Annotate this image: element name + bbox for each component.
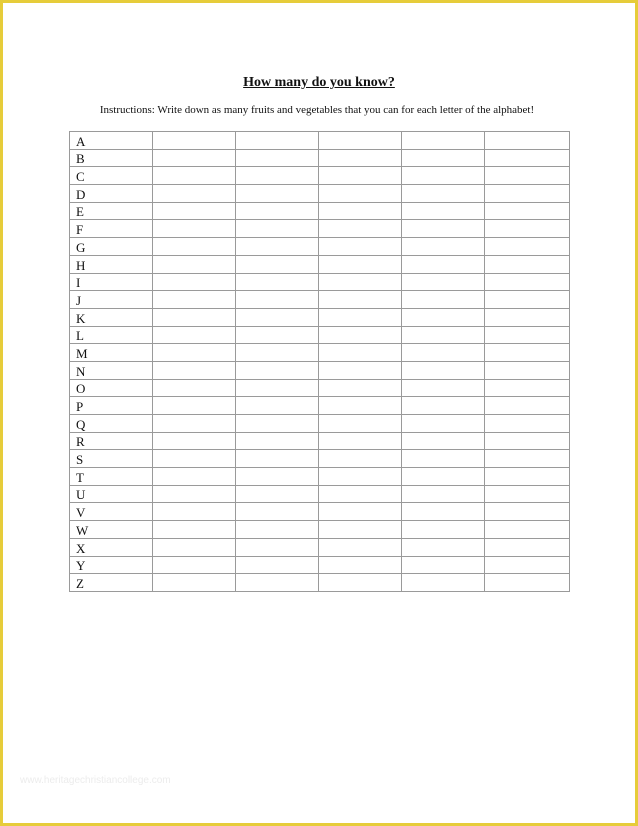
letter-cell: F xyxy=(70,220,153,238)
answer-cell[interactable] xyxy=(236,397,319,415)
answer-cell[interactable] xyxy=(319,397,402,415)
answer-cell[interactable] xyxy=(402,432,485,450)
answer-cell[interactable] xyxy=(153,556,236,574)
letter-cell: W xyxy=(70,521,153,539)
letter-row xyxy=(70,273,570,291)
letter-cell: X xyxy=(70,538,153,556)
answer-cell[interactable] xyxy=(402,202,485,220)
letter-row xyxy=(70,308,570,326)
answer-cell[interactable] xyxy=(319,556,402,574)
answer-cell[interactable] xyxy=(485,326,570,344)
answer-cell[interactable] xyxy=(402,574,485,592)
answer-cell[interactable] xyxy=(402,503,485,521)
answer-cell[interactable] xyxy=(153,432,236,450)
letter-row xyxy=(70,538,570,556)
letter-row xyxy=(70,185,570,203)
answer-cell[interactable] xyxy=(153,185,236,203)
letter-cell: A xyxy=(70,132,153,150)
answer-cell[interactable] xyxy=(485,185,570,203)
answer-cell[interactable] xyxy=(236,556,319,574)
answer-cell[interactable] xyxy=(153,273,236,291)
answer-cell[interactable] xyxy=(236,238,319,256)
answer-cell[interactable] xyxy=(319,220,402,238)
answer-cell[interactable] xyxy=(319,485,402,503)
answer-cell[interactable] xyxy=(319,468,402,486)
answer-cell[interactable] xyxy=(319,450,402,468)
answer-cell[interactable] xyxy=(153,326,236,344)
answer-cell[interactable] xyxy=(485,521,570,539)
answer-cell[interactable] xyxy=(485,415,570,433)
letter-cell: M xyxy=(70,344,153,362)
answer-cell[interactable] xyxy=(153,538,236,556)
answer-cell[interactable] xyxy=(153,503,236,521)
answer-cell[interactable] xyxy=(236,220,319,238)
answer-cell[interactable] xyxy=(153,167,236,185)
letter-cell: P xyxy=(70,397,153,415)
answer-cell[interactable] xyxy=(153,397,236,415)
answer-cell[interactable] xyxy=(485,574,570,592)
letter-row xyxy=(70,432,570,450)
answer-cell[interactable] xyxy=(319,291,402,309)
answer-cell[interactable] xyxy=(236,503,319,521)
letter-cell: B xyxy=(70,149,153,167)
answer-cell[interactable] xyxy=(153,379,236,397)
answer-cell[interactable] xyxy=(236,202,319,220)
answer-cell[interactable] xyxy=(402,255,485,273)
answer-cell[interactable] xyxy=(485,485,570,503)
answer-cell[interactable] xyxy=(319,538,402,556)
answer-cell[interactable] xyxy=(319,238,402,256)
letter-cell: S xyxy=(70,450,153,468)
letter-cell: J xyxy=(70,291,153,309)
letter-row xyxy=(70,574,570,592)
answer-cell[interactable] xyxy=(153,485,236,503)
alphabet-grid-body xyxy=(70,132,570,592)
answer-cell[interactable] xyxy=(402,149,485,167)
letter-row xyxy=(70,379,570,397)
answer-cell[interactable] xyxy=(402,415,485,433)
answer-cell[interactable] xyxy=(319,521,402,539)
answer-cell[interactable] xyxy=(236,379,319,397)
answer-cell[interactable] xyxy=(319,202,402,220)
answer-cell[interactable] xyxy=(236,450,319,468)
answer-cell[interactable] xyxy=(402,468,485,486)
answer-cell[interactable] xyxy=(153,308,236,326)
letter-row xyxy=(70,132,570,150)
letter-cell: I xyxy=(70,273,153,291)
answer-cell[interactable] xyxy=(402,556,485,574)
answer-cell[interactable] xyxy=(236,255,319,273)
alphabet-grid xyxy=(69,131,570,592)
letter-row xyxy=(70,255,570,273)
answer-cell[interactable] xyxy=(402,291,485,309)
answer-cell[interactable] xyxy=(319,167,402,185)
letter-cell: R xyxy=(70,432,153,450)
letter-cell: D xyxy=(70,185,153,203)
answer-cell[interactable] xyxy=(236,574,319,592)
answer-cell[interactable] xyxy=(402,538,485,556)
answer-cell[interactable] xyxy=(402,344,485,362)
letter-row xyxy=(70,485,570,503)
answer-cell[interactable] xyxy=(319,361,402,379)
answer-cell[interactable] xyxy=(319,132,402,150)
letter-cell: V xyxy=(70,503,153,521)
answer-cell[interactable] xyxy=(402,167,485,185)
letter-row xyxy=(70,238,570,256)
answer-cell[interactable] xyxy=(153,291,236,309)
answer-cell[interactable] xyxy=(485,397,570,415)
letter-row xyxy=(70,167,570,185)
answer-cell[interactable] xyxy=(402,132,485,150)
answer-cell[interactable] xyxy=(485,503,570,521)
answer-cell[interactable] xyxy=(319,344,402,362)
answer-cell[interactable] xyxy=(319,273,402,291)
answer-cell[interactable] xyxy=(402,326,485,344)
answer-cell[interactable] xyxy=(153,238,236,256)
letter-cell: C xyxy=(70,167,153,185)
answer-cell[interactable] xyxy=(236,415,319,433)
answer-cell[interactable] xyxy=(485,344,570,362)
answer-cell[interactable] xyxy=(319,379,402,397)
answer-cell[interactable] xyxy=(236,308,319,326)
answer-cell[interactable] xyxy=(402,361,485,379)
letter-row xyxy=(70,450,570,468)
answer-cell[interactable] xyxy=(153,574,236,592)
answer-cell[interactable] xyxy=(153,132,236,150)
answer-cell[interactable] xyxy=(153,255,236,273)
answer-cell[interactable] xyxy=(236,132,319,150)
answer-cell[interactable] xyxy=(319,415,402,433)
answer-cell[interactable] xyxy=(402,397,485,415)
answer-cell[interactable] xyxy=(485,379,570,397)
letter-row xyxy=(70,521,570,539)
answer-cell[interactable] xyxy=(485,149,570,167)
answer-cell[interactable] xyxy=(402,238,485,256)
answer-cell[interactable] xyxy=(485,202,570,220)
answer-cell[interactable] xyxy=(485,291,570,309)
answer-cell[interactable] xyxy=(402,308,485,326)
answer-cell[interactable] xyxy=(236,485,319,503)
answer-cell[interactable] xyxy=(485,308,570,326)
letter-cell: O xyxy=(70,379,153,397)
letter-cell: Z xyxy=(70,574,153,592)
answer-cell[interactable] xyxy=(402,220,485,238)
answer-cell[interactable] xyxy=(319,149,402,167)
answer-cell[interactable] xyxy=(153,202,236,220)
answer-cell[interactable] xyxy=(485,220,570,238)
letter-row xyxy=(70,149,570,167)
answer-cell[interactable] xyxy=(319,255,402,273)
letter-row xyxy=(70,344,570,362)
answer-cell[interactable] xyxy=(153,344,236,362)
letter-cell: L xyxy=(70,326,153,344)
answer-cell[interactable] xyxy=(402,450,485,468)
answer-cell[interactable] xyxy=(402,185,485,203)
answer-cell[interactable] xyxy=(485,468,570,486)
answer-cell[interactable] xyxy=(236,538,319,556)
answer-cell[interactable] xyxy=(236,167,319,185)
answer-cell[interactable] xyxy=(236,149,319,167)
answer-cell[interactable] xyxy=(153,149,236,167)
answer-cell[interactable] xyxy=(319,503,402,521)
answer-cell[interactable] xyxy=(485,538,570,556)
letter-row xyxy=(70,326,570,344)
letter-row xyxy=(70,202,570,220)
answer-cell[interactable] xyxy=(236,291,319,309)
answer-cell[interactable] xyxy=(485,450,570,468)
answer-cell[interactable] xyxy=(153,450,236,468)
letter-row xyxy=(70,361,570,379)
answer-cell[interactable] xyxy=(402,273,485,291)
letter-row xyxy=(70,397,570,415)
letter-cell: Q xyxy=(70,415,153,433)
answer-cell[interactable] xyxy=(319,308,402,326)
answer-cell[interactable] xyxy=(319,326,402,344)
answer-cell[interactable] xyxy=(402,379,485,397)
answer-cell[interactable] xyxy=(153,415,236,433)
answer-cell[interactable] xyxy=(236,361,319,379)
answer-cell[interactable] xyxy=(319,574,402,592)
worksheet-title: How many do you know? xyxy=(243,75,395,90)
answer-cell[interactable] xyxy=(153,468,236,486)
answer-cell[interactable] xyxy=(236,185,319,203)
letter-cell: H xyxy=(70,255,153,273)
answer-cell[interactable] xyxy=(485,361,570,379)
answer-cell[interactable] xyxy=(485,255,570,273)
letter-row xyxy=(70,220,570,238)
answer-cell[interactable] xyxy=(236,344,319,362)
letter-row xyxy=(70,468,570,486)
letter-cell: Y xyxy=(70,556,153,574)
answer-cell[interactable] xyxy=(402,485,485,503)
answer-cell[interactable] xyxy=(236,521,319,539)
answer-cell[interactable] xyxy=(485,432,570,450)
answer-cell[interactable] xyxy=(153,361,236,379)
answer-cell[interactable] xyxy=(319,432,402,450)
answer-cell[interactable] xyxy=(485,167,570,185)
letter-cell: K xyxy=(70,308,153,326)
answer-cell[interactable] xyxy=(402,521,485,539)
answer-cell[interactable] xyxy=(485,132,570,150)
watermark: www.heritagechristiancollege.com xyxy=(20,775,171,786)
letter-row xyxy=(70,415,570,433)
answer-cell[interactable] xyxy=(236,326,319,344)
answer-cell[interactable] xyxy=(153,521,236,539)
letter-cell: G xyxy=(70,238,153,256)
letter-row xyxy=(70,291,570,309)
letter-row xyxy=(70,556,570,574)
worksheet-instructions: Instructions: Write down as many fruits and vegetables that you can for each letter of the alphabet! xyxy=(99,104,535,116)
answer-cell[interactable] xyxy=(485,556,570,574)
answer-cell[interactable] xyxy=(236,273,319,291)
letter-cell: N xyxy=(70,361,153,379)
letter-row xyxy=(70,503,570,521)
letter-cell: E xyxy=(70,202,153,220)
answer-cell[interactable] xyxy=(485,238,570,256)
answer-cell[interactable] xyxy=(236,468,319,486)
answer-cell[interactable] xyxy=(153,220,236,238)
letter-cell: U xyxy=(70,485,153,503)
answer-cell[interactable] xyxy=(485,273,570,291)
answer-cell[interactable] xyxy=(236,432,319,450)
answer-cell[interactable] xyxy=(319,185,402,203)
letter-cell: T xyxy=(70,468,153,486)
